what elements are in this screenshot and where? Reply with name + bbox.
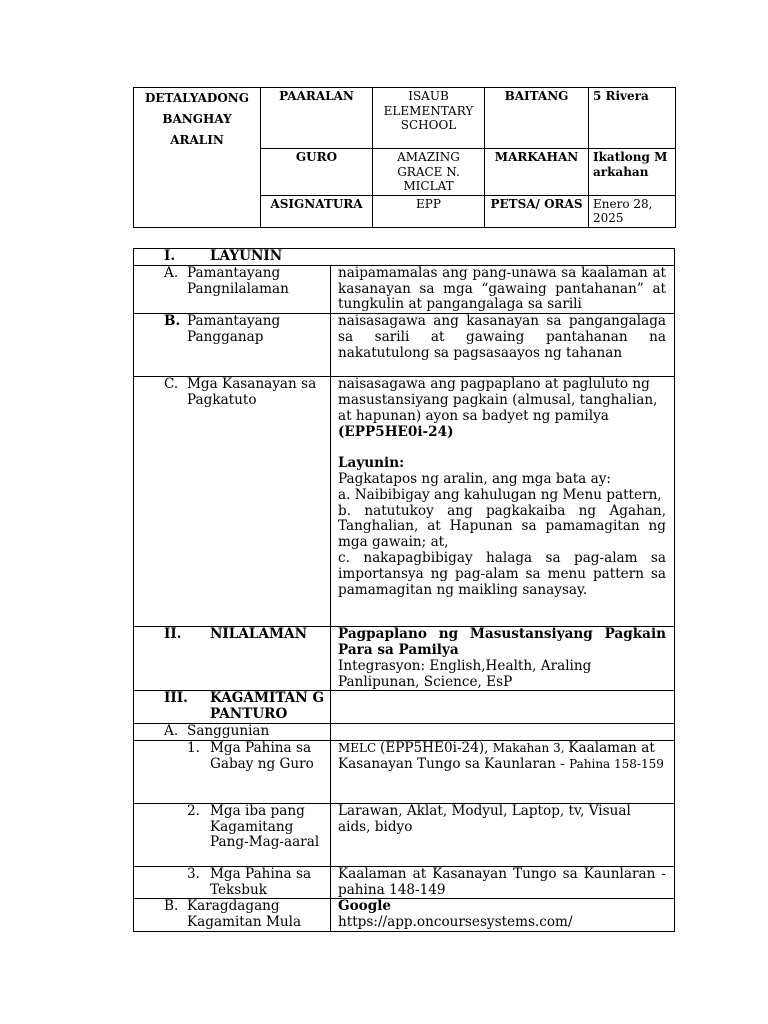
item-label: Mga iba pang Kagamitang Pang-Mag-aaral xyxy=(210,802,320,851)
objectives-intro: Pagkatapos ng aralin, ang mga bata ay: xyxy=(338,470,611,487)
textbook-pages-text: Kaalaman at Kasanayan Tungo sa Kaunlaran -pahina 148-149 xyxy=(331,866,675,899)
content-section-label-cell xyxy=(134,627,331,691)
objectives-title: Layunin: xyxy=(338,455,405,472)
performance-standard-text: naisasagawa ang kasanayan sa pangangalaga sa sarili at gawaing pantahanan na nakatutulong sa pagsasaayos ng tahanan xyxy=(331,314,675,377)
item-label: Mga Pahina sa Gabay ng Guro xyxy=(210,739,314,772)
date-label: PETSA/ ORAS xyxy=(485,195,589,227)
additional-materials-cell xyxy=(331,899,675,932)
item-number: 2. xyxy=(187,802,200,819)
melc-text: MELC xyxy=(338,740,381,755)
learning-competency-label-cell xyxy=(134,377,331,627)
item-number: 1. xyxy=(187,739,200,756)
spacer xyxy=(338,440,666,456)
grade-value: 5 Rivera xyxy=(589,88,676,149)
competency-text-1: naisasagawa ang pagpaplano at pagluluto ng masustansiyang pagkain (almusal, tanghalian, xyxy=(338,376,658,408)
item-letter: B. xyxy=(164,898,179,915)
item-letter: A. xyxy=(164,264,179,281)
teacher-guide-cell xyxy=(331,740,675,803)
section-number: II. xyxy=(164,626,182,643)
item-label: Mga Pahina sa Teksbuk xyxy=(210,865,312,898)
teacher-guide-label-cell xyxy=(134,740,331,803)
materials-section-label-cell xyxy=(134,691,331,724)
objective-a: a. Naibibigay ang kahulugan ng Menu pattern, xyxy=(338,486,662,503)
item-label: Sanggunian xyxy=(187,722,270,739)
learning-competency-cell xyxy=(331,377,675,627)
school-label: PAARALAN xyxy=(261,88,373,149)
textbook-pages-label-cell xyxy=(134,866,331,899)
item-letter: B. xyxy=(164,313,181,330)
empty-cell xyxy=(331,691,675,724)
subject-label: ASIGNATURA xyxy=(261,195,373,227)
lesson-plan-table xyxy=(133,248,675,932)
melc-code: (EPP5HE0i-24), xyxy=(380,739,493,756)
section-title: KAGAMITAN G PANTURO xyxy=(210,690,325,723)
lesson-topic: Pagpaplano ng Masustansiyang Pagkain Para sa Pamilya xyxy=(338,626,667,658)
section-objectives-header xyxy=(134,249,675,266)
item-letter: C. xyxy=(164,376,179,393)
quarter-text: Makahan 3, xyxy=(492,740,569,755)
source-url: https://app.oncoursesystems.com/ xyxy=(338,914,573,931)
item-letter: A. xyxy=(164,722,179,739)
additional-materials-label-cell xyxy=(134,899,331,932)
learner-materials-text: Larawan, Aklat, Modyul, Laptop, tv, Visual aids, bidyo xyxy=(331,803,675,866)
section-number: III. xyxy=(164,690,188,707)
competency-code: (EPP5HE0i-24) xyxy=(338,423,454,440)
empty-cell xyxy=(331,723,675,740)
section-title: NILALAMAN xyxy=(210,626,308,643)
date-value: Enero 28, 2025 xyxy=(589,195,676,227)
grade-label: BAITANG xyxy=(485,88,589,149)
item-label: Mga Kasanayan sa Pagkatuto xyxy=(187,376,317,408)
page-range: Pahina 158-159 xyxy=(569,756,664,771)
teacher-value: AMAZING GRACE N. MICLAT xyxy=(373,149,485,196)
content-standard-label-cell xyxy=(134,265,331,313)
lesson-plan-title: DETALYADONG BANGHAY ARALIN xyxy=(134,88,261,228)
references-label-cell xyxy=(134,723,331,740)
header-table xyxy=(133,87,676,228)
teacher-label: GURO xyxy=(261,149,373,196)
source-name: Google xyxy=(338,898,392,915)
content-standard-text: naipamamalas ang pang-unawa sa kaalaman at kasanayan sa mga “gawaing pantahanan” at tungkulin at pangangalaga sa sarili xyxy=(331,265,675,313)
item-label: Karagdagang Kagamitan Mula xyxy=(187,898,302,931)
integration-text: Integrasyon: English,Health, Araling Panlipunan, Science, EsP xyxy=(338,657,592,690)
item-number: 3. xyxy=(187,865,200,882)
quarter-label: MARKAHAN xyxy=(485,149,589,196)
school-value: ISAUB ELEMENTARY SCHOOL xyxy=(373,88,485,149)
competency-text-2: at hapunan) ayon sa badyet ng pamilya xyxy=(338,407,609,424)
objective-b: b. natutukoy ang pagkakaiba ng Agahan, Tanghalian, at Hapunan sa pamamagitan ng mga gawain; at, xyxy=(338,502,667,551)
subject-value: EPP xyxy=(373,195,485,227)
book-title: Kaalaman at Kasanayan Tungo sa Kaunlaran - xyxy=(338,739,655,772)
content-section-cell xyxy=(331,627,675,691)
item-label: Pamantayang Pangganap xyxy=(187,313,281,345)
objective-c: c. nakapagbibigay halaga sa pag-alam sa importansya ng pag-alam sa menu pattern sa pamamagitan ng maikling sanaysay. xyxy=(338,549,667,598)
item-label: Pamantayang Pangnilalaman xyxy=(187,264,289,297)
performance-standard-label-cell xyxy=(134,314,331,377)
learner-materials-label-cell xyxy=(134,803,331,866)
section-number: I. xyxy=(164,248,176,264)
section-title: LAYUNIN xyxy=(210,248,283,264)
quarter-value: Ikatlong Markahan xyxy=(589,149,676,196)
